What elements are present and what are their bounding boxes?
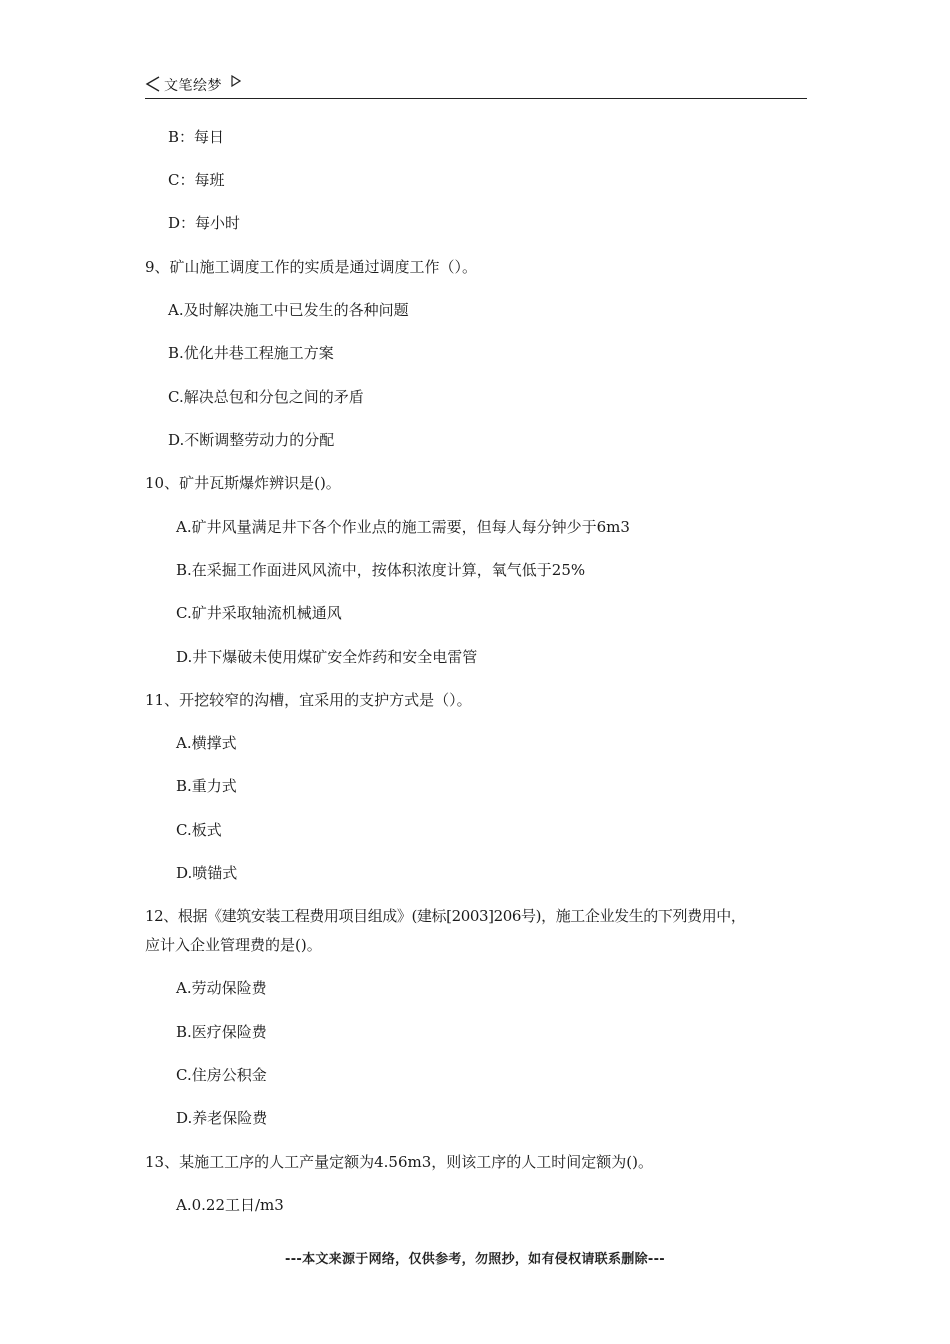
page-header	[145, 72, 807, 99]
question-stem: 11、开挖较窄的沟槽，宜采用的支护方式是（）。	[145, 691, 472, 709]
question-stem: 9、矿山施工调度工作的实质是通过调度工作（）。	[145, 258, 478, 276]
question-stem-continued: 应计入企业管理费的是()。	[145, 936, 322, 954]
header-brand: 文笔绘梦	[164, 78, 222, 94]
question-stem: 10、矿井瓦斯爆炸辨识是()。	[145, 474, 341, 492]
option-text: D.井下爆破未使用煤矿安全炸药和安全电雷管	[176, 648, 478, 666]
option-text: A.及时解决施工中已发生的各种问题	[168, 301, 409, 319]
option-text: A.0.22工日/m3	[176, 1196, 284, 1214]
option-text: D：每小时	[168, 214, 241, 232]
option-text: C.板式	[176, 821, 222, 839]
option-text: B.重力式	[176, 777, 237, 795]
triangle-left-icon	[145, 76, 161, 92]
page-footer: ---本文来源于网络，仅供参考，勿照抄，如有侵权请联系删除---	[285, 1252, 665, 1267]
option-text: D.养老保险费	[176, 1109, 268, 1127]
option-text: A.劳动保险费	[176, 979, 267, 997]
triangle-right-icon	[231, 75, 241, 87]
option-text: C.矿井采取轴流机械通风	[176, 604, 342, 622]
option-text: B：每日	[168, 128, 225, 146]
option-text: D.喷锚式	[176, 864, 238, 882]
option-text: C.住房公积金	[176, 1066, 267, 1084]
question-stem: 12、根据《建筑安装工程费用项目组成》(建标[2003]206号)，施工企业发生的下列费用中，	[145, 907, 746, 925]
option-text: B.医疗保险费	[176, 1023, 267, 1041]
option-text: B.在采掘工作面进风风流中，按体积浓度计算，氧气低于25%	[176, 561, 586, 579]
option-text: C.解决总包和分包之间的矛盾	[168, 388, 364, 406]
option-text: D.不断调整劳动力的分配	[168, 431, 335, 449]
question-stem: 13、某施工工序的人工产量定额为4.56m3，则该工序的人工时间定额为()。	[145, 1153, 653, 1171]
option-text: A.横撑式	[176, 734, 237, 752]
option-text: A.矿井风量满足井下各个作业点的施工需要，但每人每分钟少于6m3	[176, 518, 630, 536]
option-text: B.优化井巷工程施工方案	[168, 344, 334, 362]
option-text: C：每班	[168, 171, 225, 189]
